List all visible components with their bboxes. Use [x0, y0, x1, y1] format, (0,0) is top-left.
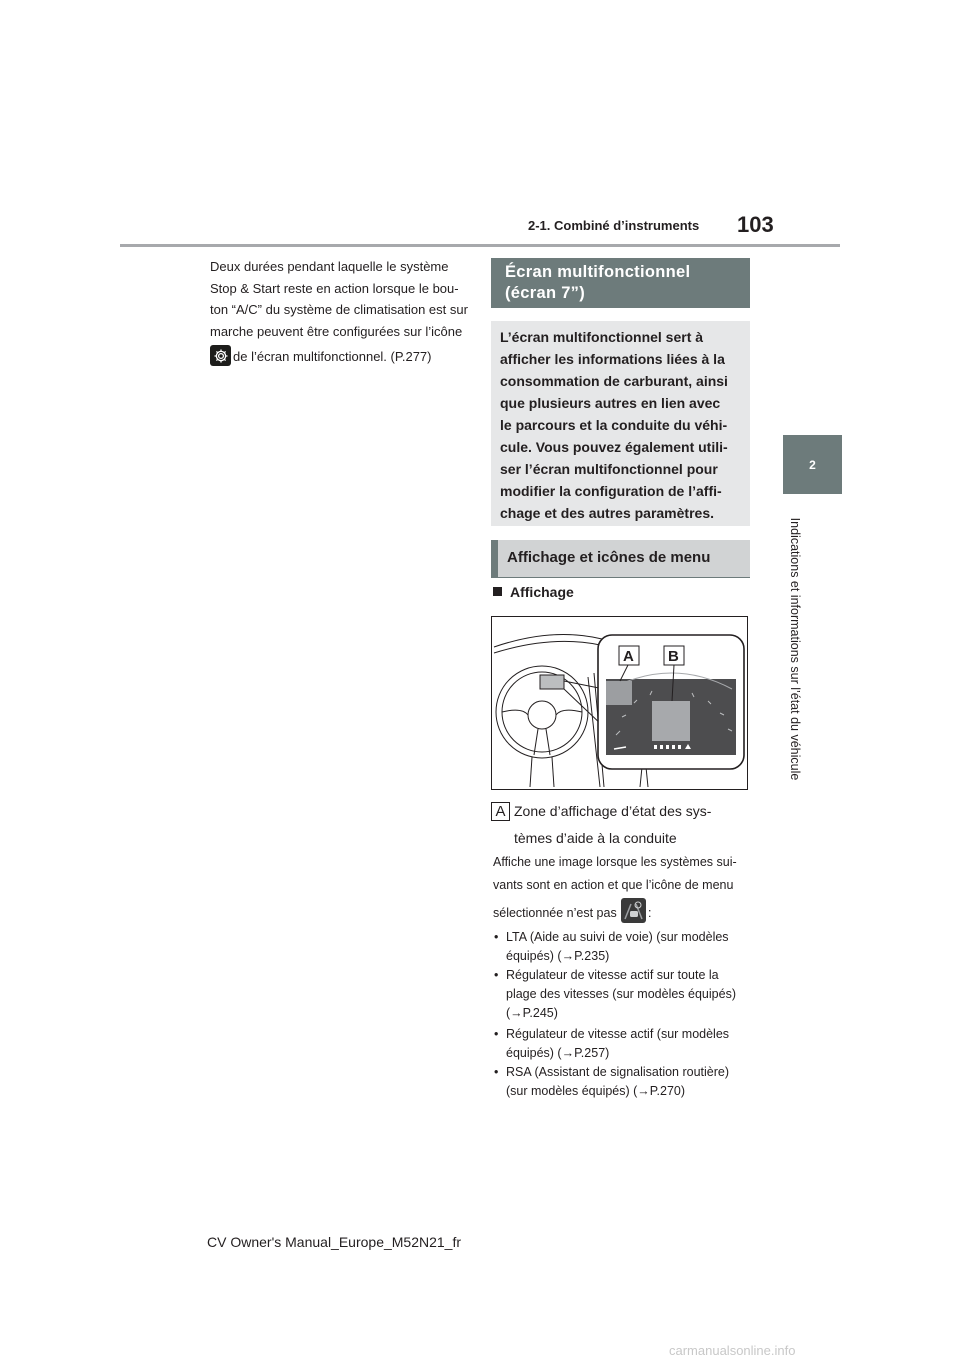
paragraph-line: marche peuvent être configurées sur l’icône — [210, 324, 463, 339]
paragraph-line: Stop & Start reste en action lorsque le bou- — [210, 281, 459, 296]
list-item: LTA (Aide au suivi de voie) (sur modèles — [506, 930, 729, 944]
driving-assist-icon — [621, 898, 646, 923]
description-line: sélectionnée n’est pas — [493, 906, 617, 920]
item-title-line: tèmes d’aide à la conduite — [514, 830, 677, 846]
description-line: vants sont en action et que l’icône de menu — [493, 878, 734, 892]
intro-box — [491, 321, 750, 526]
section-heading-line: (écran 7”) — [505, 284, 586, 302]
list-item[interactable]: équipés) (→P.235) — [506, 949, 610, 963]
bullet-heading-text: Affichage — [510, 584, 574, 600]
icon-line-text: de l’écran multifonctionnel. ( — [233, 349, 395, 364]
figure-label-b: B — [668, 648, 679, 665]
intro-line: chage et des autres paramètres. — [500, 505, 714, 521]
dashboard-drawing — [492, 617, 747, 789]
intro-line: afficher les informations liées à la — [500, 351, 725, 367]
list-bullet: • — [494, 1027, 499, 1041]
intro-line: cule. Vous pouvez également utili- — [500, 439, 728, 455]
item-title-line: Zone d’affichage d’état des sys- — [514, 803, 712, 819]
chapter-title: Indications et informations sur l’état du véhicule — [788, 517, 802, 781]
intro-line: que plusieurs autres en lien avec — [500, 395, 721, 411]
chapter-number: 2 — [809, 457, 816, 472]
list-bullet: • — [494, 930, 499, 944]
bullet-heading — [493, 584, 574, 600]
header-divider — [120, 244, 840, 247]
list-item: Régulateur de vitesse actif (sur modèles — [506, 1027, 730, 1041]
footer-text: CV Owner's Manual_Europe_M52N21_fr — [207, 1234, 462, 1250]
paragraph-line: ton “A/C” du système de climatisation est sur — [210, 302, 468, 317]
watermark: carmanualsonline.info — [669, 1343, 796, 1358]
intro-line: L’écran multifonctionnel sert à — [500, 329, 704, 345]
intro-line: le parcours et la conduite du véhi- — [500, 417, 728, 433]
page-reference-link[interactable]: P.277) — [394, 349, 432, 364]
paragraph-line: Deux durées pendant laquelle le système — [210, 259, 449, 274]
list-bullet: • — [494, 968, 499, 982]
list-item: RSA (Assistant de signalisation routière) — [506, 1065, 730, 1079]
figure-label-a: A — [623, 648, 634, 665]
section-title: 2-1. Combiné d’instruments — [528, 218, 700, 233]
page-number: 103 — [737, 212, 774, 237]
gear-icon — [210, 345, 231, 366]
list-bullet: • — [494, 1065, 499, 1079]
section-heading — [491, 258, 750, 308]
intro-line: modifier la configuration de l’affi- — [500, 483, 722, 499]
description-end: : — [648, 906, 652, 920]
chapter-tab[interactable] — [783, 435, 842, 494]
intro-line: consommation de carburant, ainsi — [500, 373, 728, 389]
description-line: Affiche une image lorsque les systèmes sui- — [493, 855, 737, 869]
section-heading-line: Écran multifonctionnel — [505, 263, 691, 281]
list-item: Régulateur de vitesse actif sur toute la — [506, 968, 719, 982]
list-item: plage des vitesses (sur modèles équipés) — [506, 987, 736, 1001]
list-item[interactable]: (sur modèles équipés) (→P.270) — [506, 1084, 686, 1098]
square-bullet-icon — [493, 587, 502, 596]
chapter-title-vertical — [783, 504, 807, 794]
dashboard-illustration — [491, 616, 748, 790]
subheading-rule — [491, 577, 750, 578]
list-item[interactable]: équipés) (→P.257) — [506, 1046, 610, 1060]
paragraph-line — [233, 346, 432, 368]
subheading — [491, 540, 750, 578]
subheading-text: Affichage et icônes de menu — [507, 549, 711, 566]
item-label-a: A — [491, 802, 510, 821]
list-item[interactable]: (→P.245) — [506, 1006, 558, 1020]
intro-line: ser l’écran multifonctionnel pour — [500, 461, 718, 477]
